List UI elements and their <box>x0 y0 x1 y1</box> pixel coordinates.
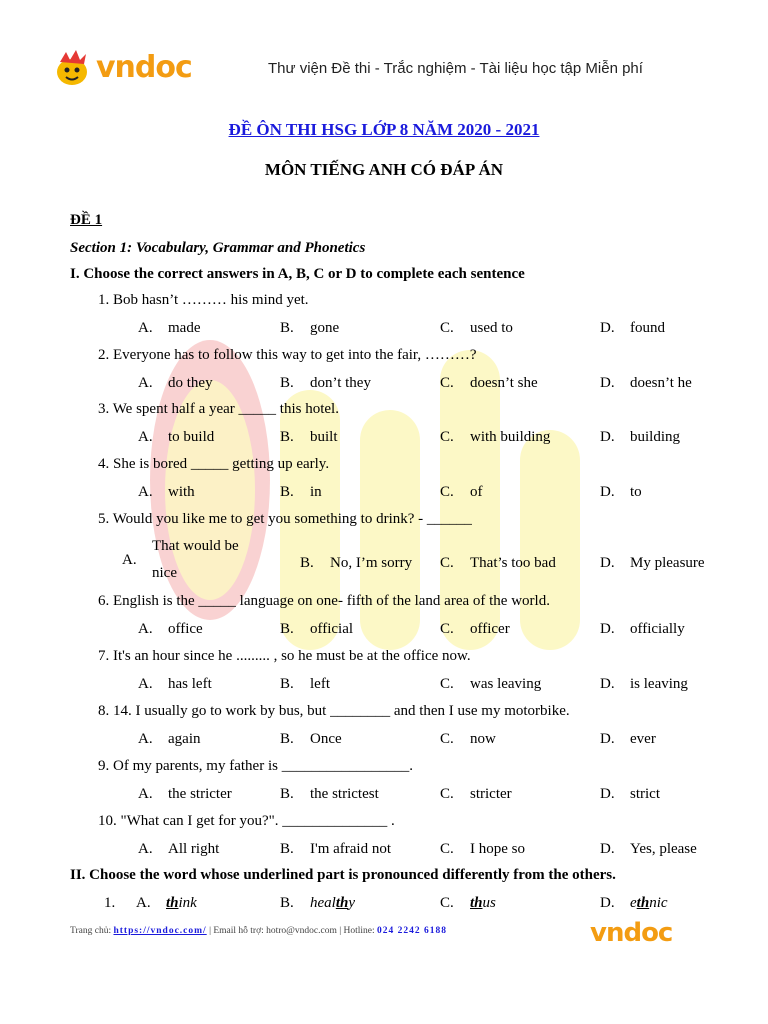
answer-option[interactable] <box>280 320 339 337</box>
option-letter: C. <box>440 676 454 692</box>
option-letter: A. <box>122 551 137 568</box>
question-number: 1. <box>104 895 116 911</box>
tagline: Thư viện Đề thi - Trắc nghiệm - Tài liệu học tập Miễn phí <box>268 60 643 77</box>
option-text: stricter <box>470 786 512 802</box>
logo-text: vndoc <box>96 50 192 85</box>
option-letter: A. <box>138 429 153 445</box>
question-text: 6. English is the _____ language on one- fifth of the land area of the world. <box>98 593 550 609</box>
answer-option[interactable] <box>138 676 212 693</box>
option-letter: A. <box>136 895 151 911</box>
answer-option[interactable] <box>280 375 371 392</box>
option-text: doesn’t he <box>630 375 692 391</box>
option-word <box>470 895 496 911</box>
option-text: with building <box>470 429 551 445</box>
question-text: 4. She is bored _____ getting up early. <box>98 456 330 472</box>
option-text: don’t they <box>310 375 371 391</box>
option-letter: D. <box>600 484 615 500</box>
option-letter: D. <box>600 841 615 857</box>
option-text: That’s too bad <box>470 555 556 571</box>
option-text: with <box>168 484 195 500</box>
option-letter: B. <box>280 621 294 637</box>
word-suffix: us <box>482 895 496 911</box>
option-letter: C. <box>440 621 454 637</box>
question-text: 2. Everyone has to follow this way to get into the fair, ………? <box>98 347 477 363</box>
option-text: to build <box>168 429 215 445</box>
option-letter: D. <box>600 895 615 911</box>
option-word <box>166 895 197 911</box>
answer-option[interactable] <box>122 533 262 587</box>
option-letter: A. <box>138 786 153 802</box>
underlined-part: th <box>335 895 349 911</box>
question-text: 3. We spent half a year _____ this hotel. <box>98 401 339 417</box>
answer-option[interactable] <box>138 484 195 501</box>
answer-option[interactable] <box>440 731 496 748</box>
answer-option[interactable] <box>440 484 483 501</box>
answer-option[interactable] <box>600 429 680 446</box>
option-text: My pleasure <box>630 555 705 571</box>
option-text: office <box>168 621 203 637</box>
option-text: ever <box>630 731 656 747</box>
option-letter: B. <box>280 841 294 857</box>
option-letter: D. <box>600 676 615 692</box>
answer-option[interactable] <box>600 841 697 858</box>
answer-option[interactable] <box>138 375 213 392</box>
section-heading: Section 1: Vocabulary, Grammar and Phonetics <box>70 240 366 256</box>
question-text: 10. "What can I get for you?". ______________ . <box>98 813 395 829</box>
option-text: now <box>470 731 496 747</box>
answer-option[interactable] <box>600 375 692 392</box>
option-text: official <box>310 621 354 637</box>
option-letter: B. <box>280 375 294 391</box>
answer-option[interactable] <box>138 320 200 337</box>
vndoc-logo[interactable] <box>52 48 212 88</box>
option-letter: D. <box>600 375 615 391</box>
option-letter: A. <box>138 320 153 336</box>
option-letter: B. <box>280 676 294 692</box>
answer-option[interactable] <box>440 621 510 638</box>
option-text: Yes, please <box>630 841 697 857</box>
option-text: I hope so <box>470 841 525 857</box>
option-text: was leaving <box>470 676 542 692</box>
page-footer <box>70 926 447 936</box>
mascot-icon <box>52 48 96 88</box>
option-letter: D. <box>600 786 615 802</box>
answer-option[interactable] <box>440 676 541 693</box>
option-letter: D. <box>600 621 615 637</box>
option-letter: A. <box>138 621 153 637</box>
option-letter: B. <box>280 320 294 336</box>
option-text: do they <box>168 375 213 391</box>
option-letter: C. <box>440 731 454 747</box>
page-subtitle: MÔN TIẾNG ANH CÓ ĐÁP ÁN <box>264 160 504 179</box>
option-text: officer <box>470 621 510 637</box>
option-letter: D. <box>600 555 615 571</box>
option-text: I'm afraid not <box>310 841 392 857</box>
answer-option[interactable] <box>440 320 513 337</box>
answer-option[interactable] <box>280 429 338 446</box>
option-letter: C. <box>440 895 454 911</box>
option-text: strict <box>630 786 660 802</box>
word-prefix: heal <box>310 895 336 911</box>
option-text: That would be nice <box>152 538 239 581</box>
question-text: 9. Of my parents, my father is _________________. <box>98 758 413 774</box>
answer-option[interactable] <box>600 320 665 337</box>
option-letter: B. <box>280 731 294 747</box>
question-text: 5. Would you like me to get you something to drink? - ______ <box>98 511 472 527</box>
option-text: the stricter <box>168 786 232 802</box>
answer-option[interactable] <box>280 841 391 858</box>
option-letter: B. <box>280 429 294 445</box>
option-text: doesn’t she <box>470 375 538 391</box>
word-suffix: nic <box>649 895 668 911</box>
option-letter: A. <box>138 731 153 747</box>
answer-option[interactable] <box>280 484 322 501</box>
option-text: Once <box>310 731 342 747</box>
option-text: to <box>630 484 642 500</box>
word-suffix: y <box>348 895 356 911</box>
answer-option[interactable] <box>600 895 668 912</box>
answer-option[interactable] <box>280 621 353 638</box>
answer-option[interactable] <box>138 429 214 446</box>
footer-prefix: Trang chủ: <box>70 926 114 936</box>
option-letter: C. <box>440 484 454 500</box>
answer-option[interactable] <box>300 555 412 572</box>
option-text: No, I’m sorry <box>330 555 413 571</box>
part1-heading: I. Choose the correct answers in A, B, C or D to complete each sentence <box>70 266 525 282</box>
option-word <box>310 895 355 911</box>
underlined-part: th <box>636 895 650 911</box>
option-text: of <box>470 484 483 500</box>
word-suffix: ink <box>178 895 197 911</box>
answer-option[interactable] <box>440 841 525 858</box>
option-letter: D. <box>600 429 615 445</box>
answer-option[interactable] <box>440 429 550 446</box>
underlined-part: th <box>166 895 179 911</box>
option-text: found <box>630 320 665 336</box>
option-text: made <box>168 320 201 336</box>
option-text: built <box>310 429 338 445</box>
part2-heading: II. Choose the word whose underlined part is pronounced differently from the others. <box>70 867 616 883</box>
answer-option[interactable] <box>440 895 496 912</box>
option-text: gone <box>310 320 340 336</box>
page-header <box>0 0 768 110</box>
footer-link[interactable]: https://vndoc.com/ <box>113 926 207 936</box>
answer-option[interactable] <box>138 731 200 748</box>
option-text: the strictest <box>310 786 379 802</box>
option-letter: C. <box>440 375 454 391</box>
answer-option[interactable] <box>600 731 656 748</box>
page-title[interactable]: ĐỀ ÔN THI HSG LỚP 8 NĂM 2020 - 2021 <box>228 120 540 139</box>
exam-number: ĐỀ 1 <box>70 212 103 228</box>
answer-option[interactable] <box>440 555 556 572</box>
answer-option[interactable] <box>600 484 642 501</box>
option-text: is leaving <box>630 676 688 692</box>
answer-option[interactable] <box>600 786 660 803</box>
option-letter: C. <box>440 429 454 445</box>
option-letter: D. <box>600 320 615 336</box>
answer-option[interactable] <box>600 621 685 638</box>
option-text: in <box>310 484 322 500</box>
option-word <box>630 895 668 911</box>
question-text: 8. 14. I usually go to work by bus, but ________ and then I use my motorbike. <box>98 703 570 719</box>
question-text: 1. Bob hasn’t ……… his mind yet. <box>98 292 309 308</box>
word-prefix: e <box>630 895 637 911</box>
answer-option[interactable] <box>138 621 203 638</box>
option-text: has left <box>168 676 212 692</box>
option-letter: C. <box>440 841 454 857</box>
option-letter: C. <box>440 320 454 336</box>
option-letter: A. <box>138 375 153 391</box>
footer-hotline: 024 2242 6188 <box>377 926 448 936</box>
answer-option[interactable] <box>440 786 512 803</box>
option-letter: A. <box>138 484 153 500</box>
option-text: again <box>168 731 201 747</box>
option-text: left <box>310 676 330 692</box>
answer-option[interactable] <box>280 676 330 693</box>
option-text: building <box>630 429 681 445</box>
option-letter: B. <box>280 484 294 500</box>
answer-option[interactable] <box>600 676 688 693</box>
option-letter: B. <box>280 786 294 802</box>
answer-option[interactable] <box>136 895 197 912</box>
answer-option[interactable] <box>600 555 705 572</box>
footer-logo: vndoc <box>590 918 673 948</box>
underlined-part: th <box>470 895 483 911</box>
option-letter: D. <box>600 731 615 747</box>
option-letter: C. <box>440 555 454 571</box>
footer-mid: | Email hỗ trợ: hotro@vndoc.com | Hotline: <box>206 926 378 936</box>
answer-option[interactable] <box>138 841 219 858</box>
option-letter: B. <box>300 555 314 571</box>
answer-option[interactable] <box>280 895 355 912</box>
option-letter: A. <box>138 841 153 857</box>
option-text: officially <box>630 621 685 637</box>
option-letter: A. <box>138 676 153 692</box>
option-text: used to <box>470 320 513 336</box>
option-letter: B. <box>280 895 294 911</box>
option-text: All right <box>168 841 220 857</box>
option-letter: C. <box>440 786 454 802</box>
question-text: 7. It's an hour since he ......... , so he must be at the office now. <box>98 648 471 664</box>
answer-option[interactable] <box>280 731 342 748</box>
answer-option[interactable] <box>440 375 538 392</box>
answer-option[interactable] <box>280 786 379 803</box>
answer-option[interactable] <box>138 786 232 803</box>
